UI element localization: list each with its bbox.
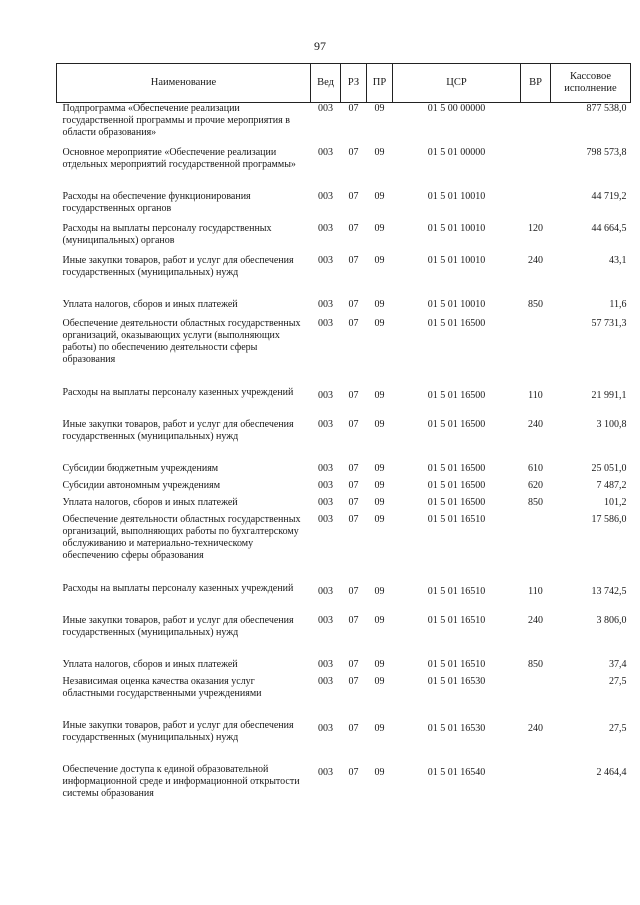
table-row [57, 480, 631, 497]
cell-rz: 07 [348, 766, 359, 778]
cell-csr: 01 5 01 16500 [427, 418, 486, 430]
cell-sum: 798 573,8 [586, 146, 627, 158]
cell-vr [521, 191, 551, 223]
cell-name: Иные закупки товаров, работ и услуг для обеспечения государственных (муниципальных) нужд [62, 254, 294, 278]
header-vr: ВР [521, 64, 551, 103]
cell-vr: 610 [528, 462, 543, 474]
cell-ved: 003 [318, 317, 333, 329]
cell-pr: 09 [374, 766, 385, 778]
cell-ved: 003 [318, 254, 333, 266]
cell-sum: 27,5 [609, 675, 627, 687]
cell-pr: 09 [374, 298, 385, 310]
cell-pr: 09 [374, 254, 385, 266]
cell-csr: 01 5 01 16500 [427, 462, 486, 474]
cell-ved: 003 [318, 298, 333, 310]
table-row [57, 299, 631, 318]
cell-vr [521, 318, 551, 387]
cell-sum: 25 051,0 [591, 462, 627, 474]
cell-rz: 07 [348, 222, 359, 234]
cell-csr: 01 5 01 00000 [427, 146, 486, 158]
cell-vr: 110 [528, 389, 543, 401]
cell-vr [521, 147, 551, 191]
cell-vr: 850 [528, 496, 543, 508]
cell-sum: 27,5 [609, 722, 627, 734]
cell-sum: 101,2 [604, 496, 627, 508]
cell-vr: 850 [528, 658, 543, 670]
cell-sum: 3 806,0 [596, 614, 627, 626]
cell-rz: 07 [348, 722, 359, 734]
cell-csr: 01 5 01 16530 [427, 675, 486, 687]
cell-sum: 2 464,4 [596, 766, 627, 778]
cell-csr: 01 5 01 16500 [427, 389, 486, 401]
cell-sum: 37,4 [609, 658, 627, 670]
cell-rz: 07 [348, 675, 359, 687]
cell-sum: 13 742,5 [591, 585, 627, 597]
header-pr: ПР [367, 64, 393, 103]
cell-vr: 850 [528, 298, 543, 310]
cell-ved: 003 [318, 658, 333, 670]
cell-csr: 01 5 01 16510 [427, 658, 486, 670]
cell-pr: 09 [374, 222, 385, 234]
cell-pr: 09 [374, 317, 385, 329]
cell-name: Расходы на выплаты персоналу казенных учреждений [62, 582, 294, 594]
table-row [57, 255, 631, 299]
cell-rz: 07 [348, 513, 359, 525]
cell-sum: 11,6 [609, 298, 627, 310]
cell-vr: 240 [528, 418, 543, 430]
cell-name: Уплата налогов, сборов и иных платежей [62, 496, 238, 508]
table-row [57, 191, 631, 223]
cell-ved: 003 [318, 190, 333, 202]
cell-rz: 07 [348, 389, 359, 401]
cell-csr: 01 5 01 16500 [427, 317, 486, 329]
cell-ved: 003 [318, 722, 333, 734]
cell-csr: 01 5 01 16500 [427, 496, 486, 508]
table-row [57, 659, 631, 676]
cell-sum: 57 731,3 [591, 317, 627, 329]
cell-ved: 003 [318, 462, 333, 474]
cell-ved: 003 [318, 479, 333, 491]
cell-csr: 01 5 01 10010 [427, 222, 486, 234]
cell-vr: 620 [528, 479, 543, 491]
table-row [57, 720, 631, 764]
cell-sum: 877 538,0 [586, 103, 627, 114]
cell-pr: 09 [374, 190, 385, 202]
table-row [57, 223, 631, 255]
cell-csr: 01 5 01 16540 [427, 766, 486, 778]
table-row [57, 615, 631, 659]
page-number: 97 [314, 39, 326, 53]
cell-name: Расходы на обеспечение функционирования государственных органов [62, 190, 251, 214]
table-body [57, 103, 631, 824]
cell-csr: 01 5 01 16500 [427, 479, 486, 491]
table-row [57, 514, 631, 583]
table-row [57, 419, 631, 463]
cell-ved: 003 [318, 389, 333, 401]
cell-ved: 003 [318, 675, 333, 687]
cell-name: Уплата налогов, сборов и иных платежей [62, 658, 238, 670]
cell-sum: 17 586,0 [591, 513, 627, 525]
cell-ved: 003 [318, 146, 333, 158]
cell-sum: 44 664,5 [591, 222, 627, 234]
cell-rz: 07 [348, 317, 359, 329]
cell-csr: 01 5 01 10010 [427, 190, 486, 202]
cell-name: Субсидии автономным учреждениям [62, 479, 221, 491]
cell-name: Уплата налогов, сборов и иных платежей [62, 298, 238, 310]
cell-pr: 09 [374, 614, 385, 626]
cell-name: Иные закупки товаров, работ и услуг для обеспечения государственных (муниципальных) нужд [62, 418, 294, 442]
header-sum: Кассовое исполнение [551, 64, 631, 103]
budget-table [56, 63, 631, 824]
cell-ved: 003 [318, 614, 333, 626]
cell-csr: 01 5 01 10010 [427, 254, 486, 266]
cell-rz: 07 [348, 254, 359, 266]
cell-rz: 07 [348, 146, 359, 158]
header-rz: РЗ [341, 64, 367, 103]
cell-pr: 09 [374, 479, 385, 491]
cell-name: Иные закупки товаров, работ и услуг для обеспечения государственных (муниципальных) нужд [62, 614, 294, 638]
cell-pr: 09 [374, 146, 385, 158]
cell-pr: 09 [374, 658, 385, 670]
cell-csr: 01 5 01 16530 [427, 722, 486, 734]
table-row [57, 463, 631, 480]
cell-rz: 07 [348, 585, 359, 597]
header-ved: Вед [311, 64, 341, 103]
cell-name: Обеспечение доступа к единой образовательной информационной среде и информационной открытости системы образования [62, 763, 300, 799]
table-row [57, 318, 631, 387]
cell-ved: 003 [318, 418, 333, 430]
header-csr: ЦСР [393, 64, 521, 103]
cell-name: Независимая оценка качества оказания услуг областными государственными учреждениями [62, 675, 262, 699]
cell-name: Иные закупки товаров, работ и услуг для обеспечения государственных (муниципальных) нужд [62, 719, 294, 743]
cell-rz: 07 [348, 418, 359, 430]
cell-rz: 07 [348, 479, 359, 491]
cell-rz: 07 [348, 658, 359, 670]
cell-ved: 003 [318, 513, 333, 525]
cell-rz: 07 [348, 190, 359, 202]
cell-name: Подпрограмма «Обеспечение реализации государственной программы и прочие мероприятия в области образования» [62, 103, 290, 138]
cell-vr [521, 676, 551, 720]
header-name: Наименование [57, 64, 311, 103]
cell-ved: 003 [318, 103, 333, 114]
table-row [57, 676, 631, 720]
table-row [57, 147, 631, 191]
cell-pr: 09 [374, 675, 385, 687]
table-row [57, 103, 631, 147]
table-header-row [57, 64, 631, 103]
cell-vr: 240 [528, 614, 543, 626]
cell-name: Обеспечение деятельности областных государственных организаций, выполняющих работы по бухгалтерскому обслуживанию и материально-техническому обеспечению сферы образования [62, 513, 301, 561]
cell-vr [521, 514, 551, 583]
cell-name: Основное мероприятие «Обеспечение реализации отдельных мероприятий государственной программы» [62, 146, 296, 170]
cell-csr: 01 5 01 16510 [427, 614, 486, 626]
cell-vr [521, 103, 551, 147]
cell-pr: 09 [374, 103, 385, 114]
cell-rz: 07 [348, 496, 359, 508]
cell-name: Расходы на выплаты персоналу казенных учреждений [62, 386, 294, 398]
cell-ved: 003 [318, 585, 333, 597]
cell-csr: 01 5 01 10010 [427, 298, 486, 310]
cell-name: Расходы на выплаты персоналу государственных (муниципальных) органов [62, 222, 272, 246]
table-row [57, 583, 631, 615]
cell-pr: 09 [374, 418, 385, 430]
cell-ved: 003 [318, 222, 333, 234]
cell-name: Субсидии бюджетным учреждениям [62, 462, 219, 474]
cell-sum: 43,1 [609, 254, 627, 266]
cell-vr [521, 764, 551, 824]
cell-rz: 07 [348, 462, 359, 474]
cell-pr: 09 [374, 496, 385, 508]
table-row [57, 497, 631, 514]
cell-vr: 120 [528, 222, 543, 234]
cell-ved: 003 [318, 766, 333, 778]
cell-name: Обеспечение деятельности областных государственных организаций, оказывающих услуги (выполняющих работы) по обеспечению деятельности сферы образования [62, 317, 301, 365]
cell-sum: 3 100,8 [596, 418, 627, 430]
cell-sum: 44 719,2 [591, 190, 627, 202]
cell-pr: 09 [374, 722, 385, 734]
cell-pr: 09 [374, 462, 385, 474]
cell-sum: 21 991,1 [591, 389, 627, 401]
cell-ved: 003 [318, 496, 333, 508]
cell-rz: 07 [348, 298, 359, 310]
cell-csr: 01 5 01 16510 [427, 585, 486, 597]
cell-vr: 240 [528, 254, 543, 266]
cell-sum: 7 487,2 [596, 479, 627, 491]
cell-csr: 01 5 00 00000 [427, 103, 486, 114]
cell-rz: 07 [348, 103, 359, 114]
table-row [57, 764, 631, 824]
cell-rz: 07 [348, 614, 359, 626]
cell-pr: 09 [374, 585, 385, 597]
cell-csr: 01 5 01 16510 [427, 513, 486, 525]
cell-pr: 09 [374, 389, 385, 401]
cell-vr: 240 [528, 722, 543, 734]
cell-vr: 110 [528, 585, 543, 597]
cell-pr: 09 [374, 513, 385, 525]
table-row [57, 387, 631, 419]
